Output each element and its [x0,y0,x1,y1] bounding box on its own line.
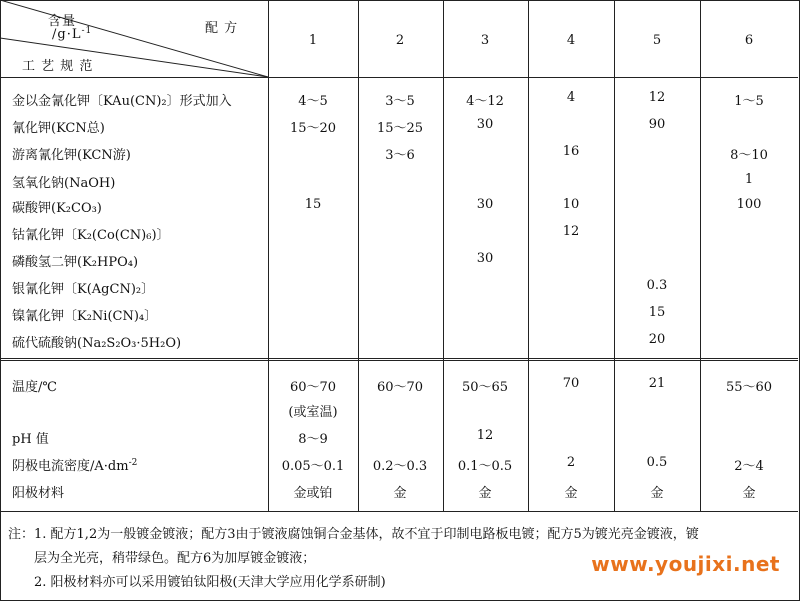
table-cell: 55～60 [725,380,773,395]
row-label: 游离氰化钾(KCN游) [12,148,131,163]
table-cell: (或室温) [288,405,338,420]
table-cell: 金 [564,486,578,501]
table-cell: 4～12 [466,94,504,109]
table-cell: 15～25 [376,121,424,136]
note-line-1: 注：1. 配方1,2为一般镀金镀液；配方3由于镀液腐蚀铜合金基体，故不宜于印制电路板电镀；配方5为镀光亮金镀液，镀 [8,527,699,542]
table-cell: 15 [648,305,666,320]
table-cell: 0.3 [646,278,668,293]
table-cell: 21 [648,376,666,391]
row-label: 硫代硫酸钠(Na₂S₂O₃·5H₂O) [12,336,182,351]
row-label [12,376,57,395]
notes-divider [0,511,798,512]
table-cell: 金 [478,486,492,501]
process-header: 工 艺 规 范 [22,59,94,74]
table-cell: 12 [648,90,666,105]
table-cell: 金 [650,486,664,501]
row-label: 钴氰化钾〔K₂(Co(CN)₆)〕 [12,228,170,243]
table-cell: 2～4 [734,459,764,474]
column-header-4: 4 [566,33,576,48]
row-label [12,428,49,447]
row-label-text: pH 值 [12,432,49,447]
table-cell: 100 [736,197,762,212]
col-divider [443,0,444,360]
row-label: 氢氧化钠(NaOH) [12,176,116,191]
table-cell: 0.1～0.5 [457,459,513,474]
table-cell: 金 [742,486,756,501]
table-cell: 30 [476,197,494,212]
table-cell: 8～10 [730,148,768,163]
table-cell: 10 [562,197,580,212]
table-cell: 1～5 [734,94,764,109]
row-label: 磷酸氢二钾(K₂HPO₄) [12,255,139,270]
table-cell: 3～5 [385,94,415,109]
unit-header: $/g\cdot L^{-1}$ [52,26,93,42]
table-cell: 0.05～0.1 [281,459,345,474]
section-divider-double [0,360,798,361]
section-divider [0,358,798,359]
table-cell: 4～5 [298,94,328,109]
table-cell: 1 [744,172,754,187]
table-cell: 20 [648,332,666,347]
column-header-2: 2 [395,33,405,48]
table-cell: 15 [304,197,322,212]
table-cell: 30 [476,117,494,132]
col-divider [528,0,529,360]
table-cell: 60～70 [376,380,424,395]
table-cell: 30 [476,251,494,266]
table-cell: 2 [566,455,576,470]
table-cell: 90 [648,117,666,132]
table-cell: 15～20 [289,121,337,136]
column-header-6: 6 [744,33,754,48]
table-cell: 0.5 [646,455,668,470]
table-cell: 12 [476,428,494,443]
column-header-1: 1 [308,33,318,48]
table-cell: 60～70 [289,380,337,395]
row-label: 镍氰化钾〔K₂Ni(CN)₄〕 [12,309,158,324]
table-cell: 16 [562,144,580,159]
content-header: 含量 [48,14,77,29]
table-cell: 50～65 [461,380,509,395]
row-label: 碳酸钾(K₂CO₃) [12,201,102,216]
table-cell: 0.2～0.3 [372,459,428,474]
table-cell: 金或铂 [293,486,333,501]
col-divider [358,0,359,360]
note-line-2: 层为全光亮，稍带绿色。配方6为加厚镀金镀液； [34,551,316,566]
row-label [12,482,64,501]
row-label-exponent: -2 [128,458,138,468]
table-cell: 3～6 [385,148,415,163]
column-header-5: 5 [652,33,662,48]
table-cell: 4 [566,90,576,105]
row-label: 氰化钾(KCN总) [12,121,105,136]
column-header-3: 3 [480,33,490,48]
row-label [12,455,137,474]
row-label-text: 阳极材料 [12,486,65,501]
table-cell: 金 [393,486,407,501]
watermark: www.youjixi.net [591,552,780,576]
row-label-text: 温度/℃ [12,380,57,395]
table-cell: 70 [562,376,580,391]
table-cell: 8～9 [298,432,328,447]
row-label-text: 阴极电流密度/A·dm [12,459,129,474]
table-cell: 12 [562,224,580,239]
row-label: 金以金氰化钾〔KAu(CN)₂〕形式加入 [12,94,232,109]
formula-header: 配 方 [205,21,239,36]
note-line-3: 2. 阳极材料亦可以采用镀铂钛阳极(天津大学应用化学系研制) [34,575,386,590]
row-label: 银氰化钾〔K(AgCN)₂〕 [12,282,155,297]
